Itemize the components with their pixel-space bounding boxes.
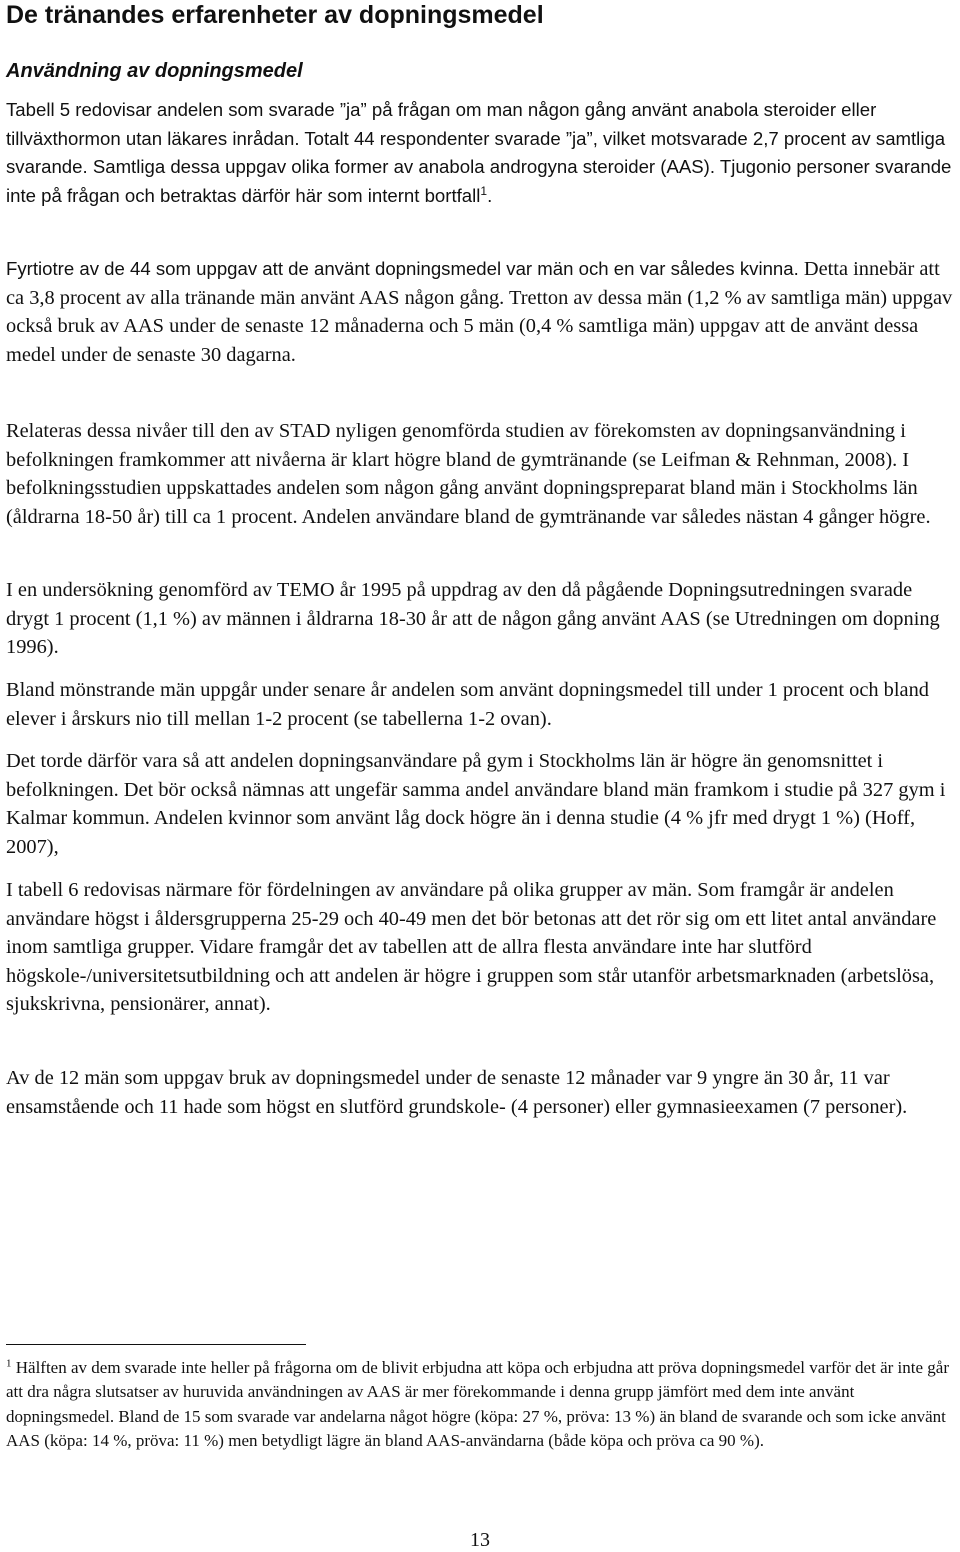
- paragraph-gender: [6, 255, 958, 369]
- paragraph-12-months: Av de 12 män som uppgav bruk av dopningsmedel under de senaste 12 månader var 9 yngre än 30 år, 11 var ensamstående och 11 hade som högst en slutförd grundskole- (4 personer) eller gymnasieexamen (7 personer).: [6, 1067, 908, 1118]
- paragraph-temo: I en undersökning genomförd av TEMO år 1995 på uppdrag av den då pågående Dopningsutredningen svarade drygt 1 procent (1,1 %) av männen i åldrarna 18-30 år att de någon gång använt AAS (se Utredningen om dopning 1996).: [6, 579, 940, 659]
- page-number: 13: [470, 1529, 490, 1551]
- footnote-reference[interactable]: 1: [480, 183, 488, 198]
- paragraph-text-sans: Fyrtiotre av de 44 som uppgav att de använt dopningsmedel var män och en var således kvinna.: [6, 258, 799, 279]
- footnote-text: Hälften av dem svarade inte heller på frågorna om de blivit erbjudna att köpa och erbjudna att pröva dopningsmedel varför det är inte går att dra några slutsatser av huruvida användningen av AAS är mer förekommande i denna grupp jämfört med dem inte använt dopningsmedel. Bland de 15 som svarade var andelarna något högre (köpa: 27 %, pröva: 13 %) än bland de svarande och som icke använt AAS (köpa: 14 %, pröva: 11 %) men betydligt lägre än bland AAS-användarna (både köpa och pröva ca 90 %).: [6, 1358, 949, 1451]
- paragraph-text-serif: Detta innebär att ca 3,8 procent av alla tränande män använt AAS någon gång. Tretton av dessa män (1,2 % av samtliga män) uppgav också bruk av AAS under de senaste 12 månaderna och 5 män (0,4 % samtliga män) uppgav att de använt dessa medel under de senaste 30 dagarna.: [6, 258, 953, 366]
- paragraph-stad-comparison: Relateras dessa nivåer till den av STAD nyligen genomförda studien av förekomsten av dopningsanvändning i befolkningen framkommer att nivåerna är klart högre bland de gymtränande (se Leifman & Rehnman, 2008). I befolkningsstudien uppskattades andelen som någon gång använt dopningspreparat bland män i Stockholms län (åldrarna 18-50 år) till ca 1 procent. Andelen användare bland de gymtränande var således nästan 4 gånger högre.: [6, 420, 931, 528]
- paragraph-table6: I tabell 6 redovisas närmare för fördelningen av användare på olika grupper av män. Som framgår är andelen användare högst i åldersgrupperna 25-29 och 40-49 men det bör betonas att det rör sig om ett litet antal användare inom samtliga grupper. Vidare framgår det av tabellen att de allra flesta användare inte har slutförd högskole-/universitetsutbildning och att andelen är högre i gruppen som står utanför arbetsmarknaden (arbetslösa, sjukskrivna, pensionärer, annat).: [6, 879, 937, 1016]
- paragraph-text: Tabell 5 redovisar andelen som svarade ”ja” på frågan om man någon gång använt anabola steroider eller tillväxthormon utan läkares inrådan. Totalt 44 respondenter svarade ”ja”, vilket motsvarade 2,7 procent av samtliga svarande. Samtliga dessa uppgav olika former av anabola androgyna steroider (AAS). Tjugonio personer svarande inte på frågan och betraktas därför här som internt bortfall: [6, 99, 952, 206]
- section-heading: De tränandes erfarenheter av dopningsmedel: [6, 1, 544, 29]
- paragraph-text-end: .: [487, 184, 493, 206]
- footnote-separator: [6, 1344, 306, 1345]
- paragraph-conscripts: Bland mönstrande män uppgår under senare år andelen som använt dopningsmedel till under 1 procent och bland elever i årskurs nio till mellan 1-2 procent (se tabellerna 1-2 ovan).: [6, 679, 929, 730]
- footnote-mark: 1: [6, 1357, 12, 1370]
- paragraph-gym-prevalence: Det torde därför vara så att andelen dopningsanvändare på gym i Stockholms län är högre än genomsnittet i befolkningen. Det bör också nämnas att ungefär samma andel användare bland män framkom i studie på 327 gym i Kalmar kommun. Andelen kvinnor som använt låg dock högre än i denna studie (4 % jfr med drygt 1 %) (Hoff, 2007),: [6, 750, 946, 858]
- paragraph-table5: [6, 96, 958, 210]
- footnote: [6, 1356, 956, 1454]
- subsection-heading: Användning av dopningsmedel: [6, 60, 303, 82]
